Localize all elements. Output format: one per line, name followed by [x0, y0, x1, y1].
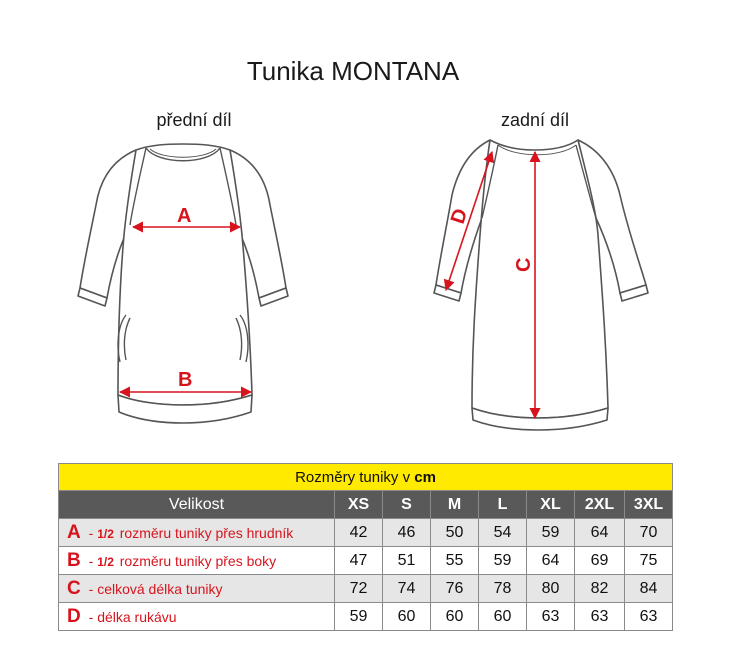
- size-value-cell: 78: [479, 575, 527, 603]
- size-value-cell: 76: [431, 575, 479, 603]
- letter-d: D: [446, 206, 473, 227]
- row-letter: A: [67, 521, 81, 543]
- back-tunic-outline: [434, 140, 648, 430]
- row-label: [59, 519, 335, 547]
- size-value-cell: 59: [479, 547, 527, 575]
- row-dash: -: [88, 608, 94, 625]
- page-title: Tunika MONTANA: [246, 56, 460, 86]
- size-value-cell: 70: [625, 519, 673, 547]
- size-value-cell: 64: [575, 519, 625, 547]
- size-value-cell: 80: [527, 575, 575, 603]
- size-col-header: 3XL: [625, 491, 673, 519]
- size-value-cell: 84: [625, 575, 673, 603]
- size-value-cell: 51: [383, 547, 431, 575]
- size-col-header: L: [479, 491, 527, 519]
- size-value-cell: 59: [527, 519, 575, 547]
- size-table: [58, 463, 673, 631]
- size-col-header: S: [383, 491, 431, 519]
- size-value-cell: 63: [527, 603, 575, 631]
- size-value-cell: 69: [575, 547, 625, 575]
- caption-prefix: Rozměry tuniky v: [295, 468, 411, 486]
- size-value-cell: 50: [431, 519, 479, 547]
- row-label: [59, 547, 335, 575]
- row-text: délka rukávu: [97, 608, 177, 625]
- row-text: rozměru tuniky přes hrudník: [119, 524, 294, 541]
- table-row: [59, 547, 673, 575]
- table-caption: [59, 464, 673, 491]
- size-value-cell: 59: [335, 603, 383, 631]
- size-header: Velikost: [59, 491, 335, 519]
- size-value-cell: 60: [431, 603, 479, 631]
- front-view-label: přední díl: [156, 110, 232, 130]
- size-value-cell: 46: [383, 519, 431, 547]
- size-col-header: M: [431, 491, 479, 519]
- letter-b: B: [178, 369, 193, 391]
- row-label: [59, 603, 335, 631]
- size-value-cell: 74: [383, 575, 431, 603]
- table-row: [59, 519, 673, 547]
- size-value-cell: 82: [575, 575, 625, 603]
- row-letter: D: [67, 605, 81, 627]
- size-col-header: XS: [335, 491, 383, 519]
- table-header-row: [59, 491, 673, 519]
- row-letter: B: [67, 549, 81, 571]
- size-value-cell: 42: [335, 519, 383, 547]
- caption-unit: cm: [414, 468, 436, 486]
- size-value-cell: 64: [527, 547, 575, 575]
- size-value-cell: 55: [431, 547, 479, 575]
- size-col-header: XL: [527, 491, 575, 519]
- size-value-cell: 60: [383, 603, 431, 631]
- row-fraction: 1/2: [97, 554, 114, 569]
- size-value-cell: 63: [575, 603, 625, 631]
- row-dash: -: [88, 580, 94, 597]
- row-text: celková délka tuniky: [97, 580, 223, 597]
- size-value-cell: 72: [335, 575, 383, 603]
- letter-c: C: [513, 257, 535, 272]
- size-col-header: 2XL: [575, 491, 625, 519]
- back-view-label: zadní díl: [500, 110, 570, 130]
- size-value-cell: 47: [335, 547, 383, 575]
- size-value-cell: 60: [479, 603, 527, 631]
- size-value-cell: 75: [625, 547, 673, 575]
- table-row: [59, 603, 673, 631]
- row-letter: C: [67, 577, 81, 599]
- row-dash: -: [88, 552, 94, 569]
- row-text: rozměru tuniky přes boky: [119, 552, 277, 569]
- letter-a: A: [177, 205, 192, 227]
- table-row: [59, 575, 673, 603]
- size-value-cell: 63: [625, 603, 673, 631]
- row-fraction: 1/2: [97, 526, 114, 541]
- row-dash: -: [88, 524, 94, 541]
- size-value-cell: 54: [479, 519, 527, 547]
- row-label: [59, 575, 335, 603]
